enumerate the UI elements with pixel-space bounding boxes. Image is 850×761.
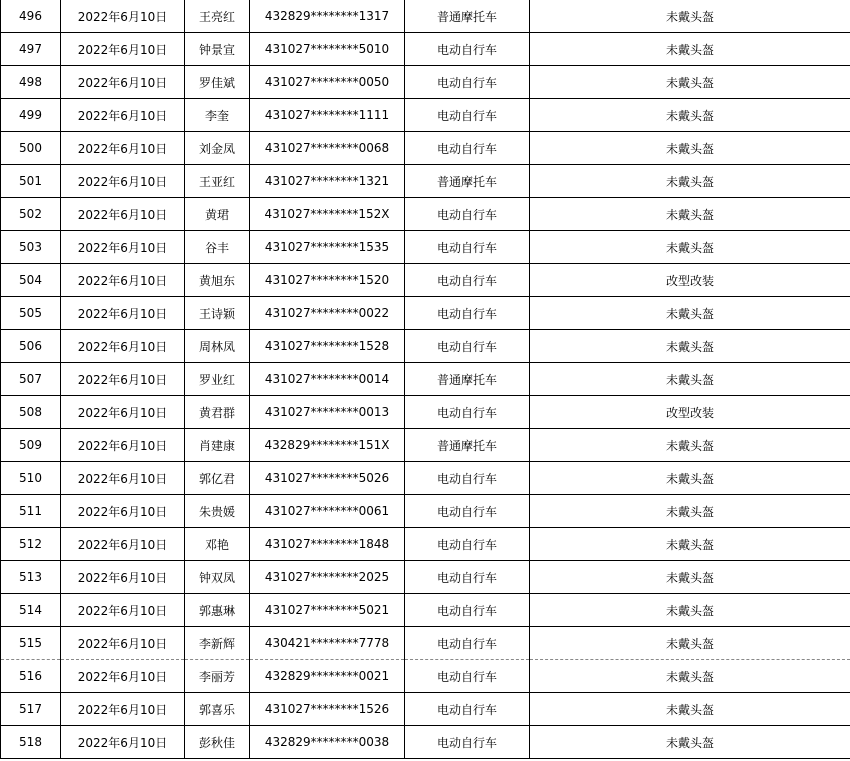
violation-type: 未戴头盔 (530, 99, 850, 132)
person-name: 彭秋佳 (185, 726, 250, 759)
table-row (1, 726, 850, 759)
record-date: 2022年6月10日 (61, 297, 185, 330)
id-number: 431027********0050 (250, 66, 405, 99)
record-date: 2022年6月10日 (61, 165, 185, 198)
record-date: 2022年6月10日 (61, 0, 185, 33)
person-name: 王亚红 (185, 165, 250, 198)
violation-type: 未戴头盔 (530, 33, 850, 66)
violation-type: 未戴头盔 (530, 0, 850, 33)
violation-type: 未戴头盔 (530, 429, 850, 462)
violation-type: 未戴头盔 (530, 462, 850, 495)
table-row (1, 660, 850, 693)
row-number: 507 (1, 363, 61, 396)
id-number: 432829********0038 (250, 726, 405, 759)
table-row (1, 594, 850, 627)
table-row (1, 396, 850, 429)
person-name: 钟景宣 (185, 33, 250, 66)
record-date: 2022年6月10日 (61, 627, 185, 660)
record-date: 2022年6月10日 (61, 396, 185, 429)
record-date: 2022年6月10日 (61, 462, 185, 495)
row-number: 504 (1, 264, 61, 297)
person-name: 钟双凤 (185, 561, 250, 594)
row-number: 503 (1, 231, 61, 264)
vehicle-type: 电动自行车 (405, 561, 530, 594)
record-date: 2022年6月10日 (61, 132, 185, 165)
violation-type: 未戴头盔 (530, 627, 850, 660)
row-number: 511 (1, 495, 61, 528)
row-number: 499 (1, 99, 61, 132)
person-name: 罗佳斌 (185, 66, 250, 99)
person-name: 朱贵媛 (185, 495, 250, 528)
id-number: 431027********5010 (250, 33, 405, 66)
record-date: 2022年6月10日 (61, 594, 185, 627)
violation-type: 未戴头盔 (530, 198, 850, 231)
violation-type: 未戴头盔 (530, 231, 850, 264)
violation-type: 未戴头盔 (530, 693, 850, 726)
violation-type: 未戴头盔 (530, 165, 850, 198)
vehicle-type: 电动自行车 (405, 66, 530, 99)
person-name: 罗业红 (185, 363, 250, 396)
id-number: 431027********1526 (250, 693, 405, 726)
vehicle-type: 电动自行车 (405, 330, 530, 363)
violation-type: 未戴头盔 (530, 495, 850, 528)
person-name: 肖建康 (185, 429, 250, 462)
table-row (1, 264, 850, 297)
id-number: 432829********1317 (250, 0, 405, 33)
violation-type: 未戴头盔 (530, 297, 850, 330)
vehicle-type: 电动自行车 (405, 264, 530, 297)
vehicle-type: 电动自行车 (405, 462, 530, 495)
vehicle-type: 电动自行车 (405, 495, 530, 528)
violation-type: 未戴头盔 (530, 660, 850, 693)
violation-type: 未戴头盔 (530, 132, 850, 165)
violation-type: 改型改装 (530, 264, 850, 297)
violation-type: 未戴头盔 (530, 363, 850, 396)
record-date: 2022年6月10日 (61, 693, 185, 726)
row-number: 505 (1, 297, 61, 330)
table-row (1, 132, 850, 165)
record-date: 2022年6月10日 (61, 198, 185, 231)
record-date: 2022年6月10日 (61, 660, 185, 693)
violation-type: 未戴头盔 (530, 528, 850, 561)
violation-type: 未戴头盔 (530, 330, 850, 363)
table-row (1, 165, 850, 198)
row-number: 502 (1, 198, 61, 231)
id-number: 431027********1528 (250, 330, 405, 363)
id-number: 431027********0068 (250, 132, 405, 165)
id-number: 430421********7778 (250, 627, 405, 660)
record-date: 2022年6月10日 (61, 66, 185, 99)
vehicle-type: 电动自行车 (405, 627, 530, 660)
id-number: 431027********5021 (250, 594, 405, 627)
vehicle-type: 电动自行车 (405, 132, 530, 165)
violation-type: 改型改装 (530, 396, 850, 429)
row-number: 518 (1, 726, 61, 759)
record-date: 2022年6月10日 (61, 99, 185, 132)
vehicle-type: 普通摩托车 (405, 363, 530, 396)
id-number: 431027********5026 (250, 462, 405, 495)
table-row (1, 363, 850, 396)
id-number: 431027********1111 (250, 99, 405, 132)
record-date: 2022年6月10日 (61, 264, 185, 297)
table-row (1, 429, 850, 462)
vehicle-type: 电动自行车 (405, 297, 530, 330)
vehicle-type: 电动自行车 (405, 726, 530, 759)
table-row (1, 495, 850, 528)
record-date: 2022年6月10日 (61, 363, 185, 396)
id-number: 431027********1520 (250, 264, 405, 297)
row-number: 517 (1, 693, 61, 726)
record-date: 2022年6月10日 (61, 528, 185, 561)
id-number: 431027********1535 (250, 231, 405, 264)
vehicle-type: 普通摩托车 (405, 429, 530, 462)
row-number: 515 (1, 627, 61, 660)
vehicle-type: 电动自行车 (405, 99, 530, 132)
vehicle-type: 普通摩托车 (405, 0, 530, 33)
vehicle-type: 电动自行车 (405, 198, 530, 231)
person-name: 李丽芳 (185, 660, 250, 693)
vehicle-type: 电动自行车 (405, 528, 530, 561)
person-name: 黄珺 (185, 198, 250, 231)
table-row (1, 528, 850, 561)
vehicle-type: 电动自行车 (405, 396, 530, 429)
vehicle-type: 电动自行车 (405, 33, 530, 66)
table-row (1, 693, 850, 726)
row-number: 513 (1, 561, 61, 594)
violation-type: 未戴头盔 (530, 726, 850, 759)
row-number: 497 (1, 33, 61, 66)
table-row (1, 462, 850, 495)
table-row (1, 66, 850, 99)
person-name: 王诗颖 (185, 297, 250, 330)
person-name: 郭亿君 (185, 462, 250, 495)
row-number: 516 (1, 660, 61, 693)
vehicle-type: 电动自行车 (405, 693, 530, 726)
id-number: 432829********0021 (250, 660, 405, 693)
row-number: 514 (1, 594, 61, 627)
table-row (1, 198, 850, 231)
table-row (1, 330, 850, 363)
row-number: 506 (1, 330, 61, 363)
id-number: 432829********151X (250, 429, 405, 462)
id-number: 431027********152X (250, 198, 405, 231)
row-number: 510 (1, 462, 61, 495)
person-name: 王亮红 (185, 0, 250, 33)
person-name: 邓艳 (185, 528, 250, 561)
record-date: 2022年6月10日 (61, 33, 185, 66)
person-name: 郭惠琳 (185, 594, 250, 627)
violation-type: 未戴头盔 (530, 561, 850, 594)
table-row (1, 231, 850, 264)
table-row (1, 561, 850, 594)
vehicle-type: 普通摩托车 (405, 165, 530, 198)
record-date: 2022年6月10日 (61, 726, 185, 759)
record-date: 2022年6月10日 (61, 231, 185, 264)
vehicle-type: 电动自行车 (405, 231, 530, 264)
table-row (1, 0, 850, 33)
id-number: 431027********2025 (250, 561, 405, 594)
person-name: 黄君群 (185, 396, 250, 429)
person-name: 黄旭东 (185, 264, 250, 297)
table-row (1, 33, 850, 66)
record-date: 2022年6月10日 (61, 561, 185, 594)
row-number: 498 (1, 66, 61, 99)
id-number: 431027********0013 (250, 396, 405, 429)
table-row (1, 627, 850, 660)
id-number: 431027********0022 (250, 297, 405, 330)
vehicle-type: 电动自行车 (405, 660, 530, 693)
person-name: 刘金凤 (185, 132, 250, 165)
row-number: 500 (1, 132, 61, 165)
record-date: 2022年6月10日 (61, 429, 185, 462)
id-number: 431027********0061 (250, 495, 405, 528)
person-name: 李奎 (185, 99, 250, 132)
id-number: 431027********1848 (250, 528, 405, 561)
record-date: 2022年6月10日 (61, 495, 185, 528)
violation-type: 未戴头盔 (530, 66, 850, 99)
table-row (1, 297, 850, 330)
person-name: 李新辉 (185, 627, 250, 660)
row-number: 496 (1, 0, 61, 33)
id-number: 431027********1321 (250, 165, 405, 198)
person-name: 郭喜乐 (185, 693, 250, 726)
record-date: 2022年6月10日 (61, 330, 185, 363)
row-number: 508 (1, 396, 61, 429)
vehicle-type: 电动自行车 (405, 594, 530, 627)
id-number: 431027********0014 (250, 363, 405, 396)
row-number: 509 (1, 429, 61, 462)
person-name: 谷丰 (185, 231, 250, 264)
row-number: 512 (1, 528, 61, 561)
violation-type: 未戴头盔 (530, 594, 850, 627)
table-body (1, 0, 850, 759)
row-number: 501 (1, 165, 61, 198)
table-row (1, 99, 850, 132)
person-name: 周林凤 (185, 330, 250, 363)
